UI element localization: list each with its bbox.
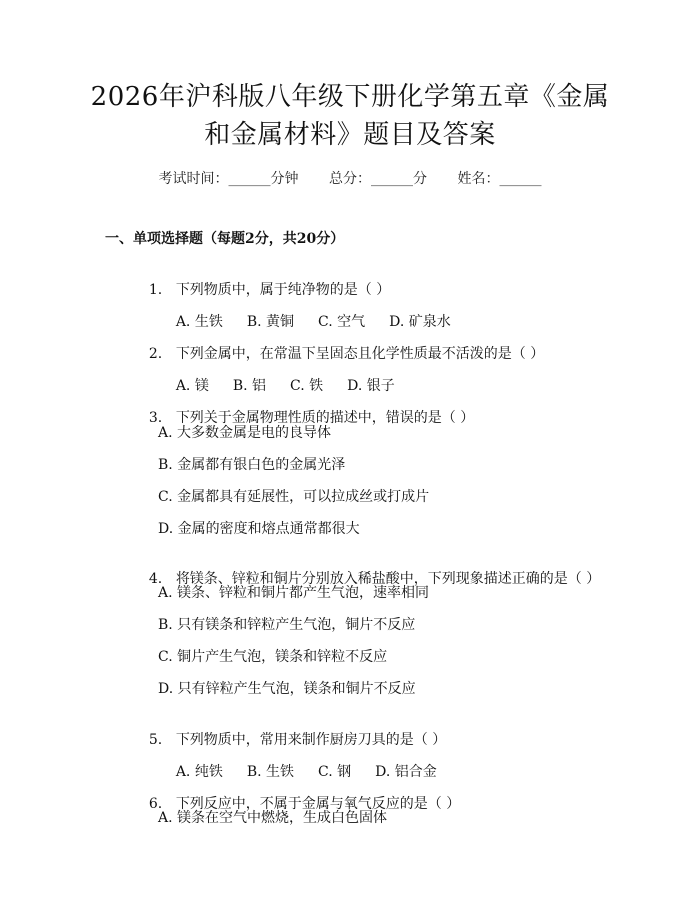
student-name-field: 姓名：______ [457,171,542,187]
question-text: 下列金属中，在常温下呈固态且化学性质最不活泼的是（ ） [175,346,545,362]
question-text: 下列物质中，属于纯净物的是（ ） [175,282,391,298]
option-c: C. 金属都具有延展性，可以拉成丝或打成片 [158,489,430,505]
document-title [0,78,700,154]
option-c: C. 钢 [318,764,352,780]
question-number: 6. [148,796,163,812]
title-line-1: 2026年沪科版八年级下册化学第五章《金属 [90,82,610,112]
question-text: 下列反应中，不属于金属与氧气反应的是（ ） [175,796,461,812]
option-c: C. 铁 [290,378,324,394]
option-d: D. 金属的密度和熔点通常都很大 [158,521,360,537]
option-b: B. 金属都有银白色的金属光泽 [158,457,346,473]
option-a: A. 镁条在空气中燃烧，生成白色固体 [158,810,388,826]
question-number: 4. [148,571,163,587]
option-d: D. 铝合金 [375,764,437,780]
question-text: 下列物质中，常用来制作厨房刀具的是（ ） [175,732,447,748]
question-text: 将镁条、锌粒和铜片分别放入稀盐酸中，下列现象描述正确的是（ ） [175,571,601,587]
option-a: A. 生铁 [175,314,223,330]
option-c: C. 空气 [318,314,366,330]
question-number: 3. [148,410,163,426]
option-a: A. 镁条、锌粒和铜片都产生气泡，速率相同 [158,585,430,601]
title-line-2: 和金属材料》题目及答案 [204,120,496,150]
option-d: D. 只有锌粒产生气泡，镁条和铜片不反应 [158,681,416,697]
question-number: 5. [148,732,163,748]
option-b: B. 生铁 [246,764,295,780]
option-d: D. 银子 [347,378,395,394]
total-score-field: 总分：______分 [329,171,427,187]
exam-time-field: 考试时间：______分钟 [158,171,299,187]
option-b: B. 只有镁条和锌粒产生气泡，铜片不反应 [158,617,416,633]
option-d: D. 矿泉水 [389,314,451,330]
question-text: 下列关于金属物理性质的描述中，错误的是（ ） [175,410,475,426]
option-a: A. 镁 [175,378,209,394]
option-a: A. 大多数金属是电的良导体 [158,425,332,441]
option-c: C. 铜片产生气泡，镁条和锌粒不反应 [158,649,388,665]
section-heading: 一、单项选择题（每题2分，共20分） [105,231,345,247]
exam-info-row [0,170,700,188]
question-number: 1. [148,282,163,298]
question-number: 2. [148,346,163,362]
option-b: B. 黄铜 [246,314,295,330]
option-b: B. 铝 [232,378,267,394]
option-a: A. 纯铁 [175,764,223,780]
